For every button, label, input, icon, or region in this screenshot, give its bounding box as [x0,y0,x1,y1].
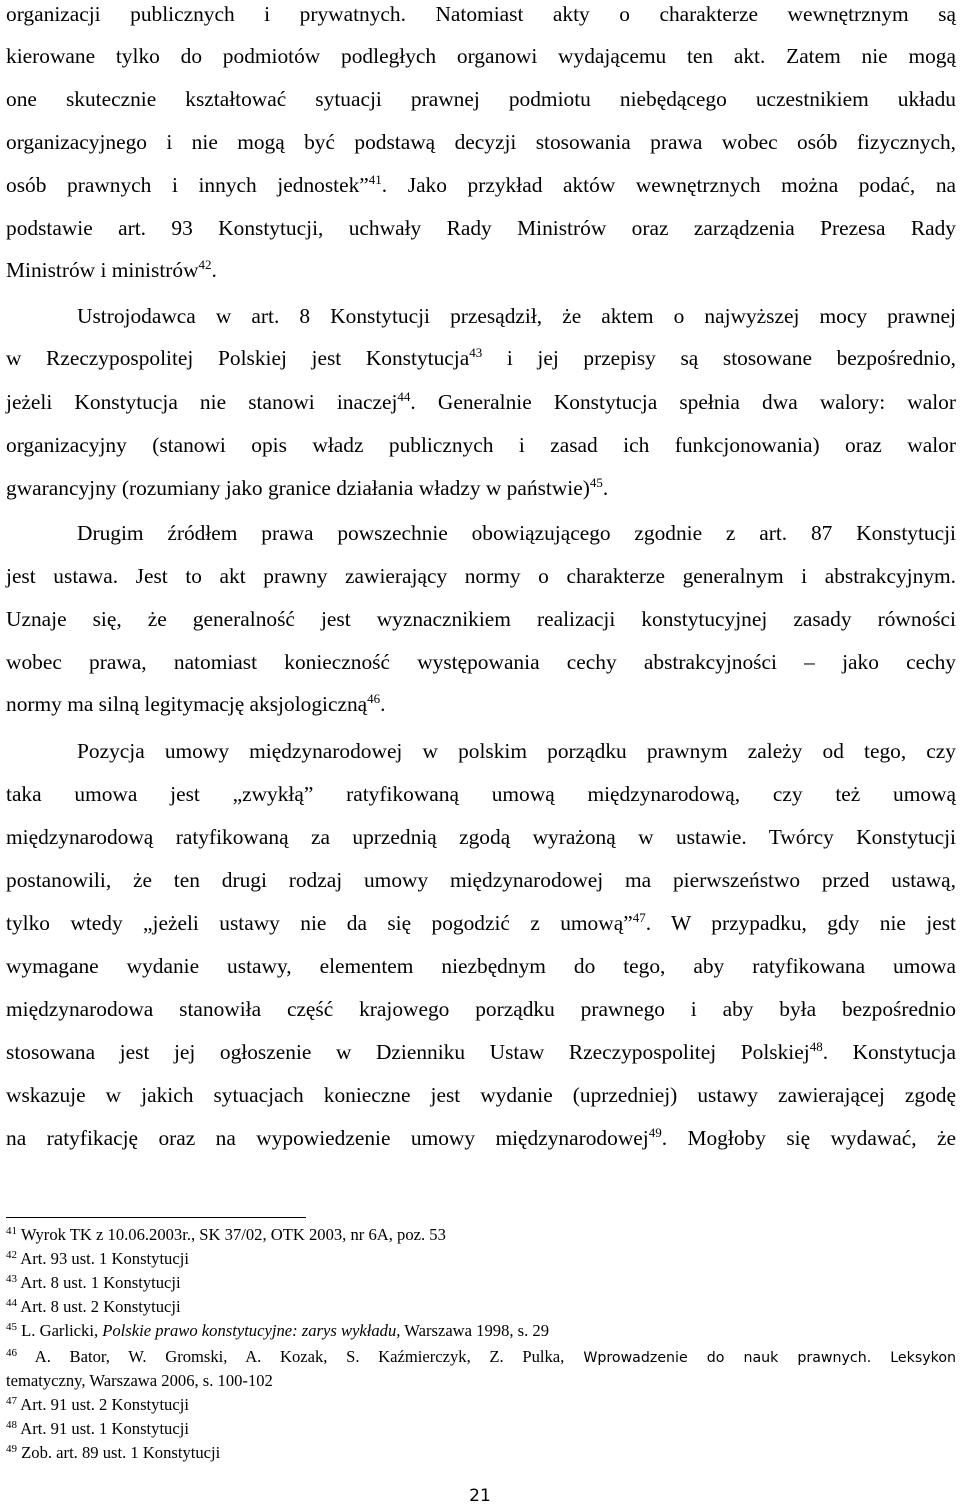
text-run: i jej przepisy są stosowane bezpośrednio, [482,346,956,370]
footnote [6,1225,956,1245]
text-run: na ratyfikację oraz na wypowiedzenie umowy międzynarodowej [6,1126,649,1150]
body-line: wymagane wydanie ustawy, elementem niezbędnym do tego, aby ratyfikowana umowa [6,954,956,978]
body-line: organizacji publicznych i prywatnych. Natomiast akty o charakterze wewnętrznym są [6,2,956,26]
body-line: jest ustawa. Jest to akt prawny zawierający normy o charakterze generalnym i abstrakcyjnym. [6,564,956,588]
footnote-title: Polskie prawo konstytucyjne: zarys wykładu, [102,1321,401,1340]
footnote-ref[interactable]: 41 [368,171,382,187]
text-run: . Konstytucja [822,1040,956,1064]
body-line [6,1038,956,1066]
body-line: organizacyjny (stanowi opis władz publicznych i zasad ich funkcjonowania) oraz walor [6,433,956,457]
paragraph-first-line: Pozycja umowy międzynarodowej w polskim porządku prawnym zależy od tego, czy [77,739,956,763]
text-run: jeżeli Konstytucja nie stanowi inaczej [6,390,398,414]
footnote [6,1321,956,1341]
footnote-ref[interactable]: 42 [198,256,212,272]
footnote-text: Zob. art. 89 ust. 1 Konstytucji [17,1443,221,1462]
footnote-text: Art. 8 ust. 2 Konstytucji [17,1297,181,1316]
text-run: tylko wtedy „jeżeli ustawy nie da się pogodzić z umową” [6,911,633,935]
page-number: 21 [469,1486,491,1506]
text-run: . Generalnie Konstytucja spełnia dwa walory: walor [410,390,956,414]
footnote-number: 44 [6,1296,17,1309]
footnote-ref[interactable]: 47 [632,909,646,925]
footnote-number: 48 [6,1418,17,1431]
text-run: osób prawnych i innych jednostek” [6,173,369,197]
text-run: . Jako przykład aktów wewnętrznych można podać, na [381,173,957,197]
footnote-number: 45 [6,1320,17,1333]
body-line [6,474,956,502]
body-line [6,344,956,372]
footnote-text: Warszawa 1998, s. 29 [400,1321,550,1340]
body-line [6,171,956,199]
body-line [6,256,956,284]
footnote-number: 43 [6,1272,17,1285]
footnote-continuation: tematyczny, Warszawa 2006, s. 100-102 [6,1371,273,1390]
text-run: gwarancyjny (rozumiany jako granice działania władzy w państwie) [6,476,590,500]
text-run: . [380,692,386,716]
footnote-text: Wyrok TK z 10.06.2003r., SK 37/02, OTK 2003, nr 6A, poz. 53 [17,1225,446,1244]
body-line: wskazuje w jakich sytuacjach konieczne jest wydanie (uprzedniej) ustawy zawierającej zgodę [6,1083,956,1107]
footnote [6,1443,956,1463]
footnote-ref[interactable]: 49 [648,1124,662,1140]
footnote-number: 46 [6,1346,17,1359]
paragraph-first-line: Drugim źródłem prawa powszechnie obowiązującego zgodnie z art. 87 Konstytucji [77,521,956,545]
footnote-ref[interactable]: 43 [469,344,483,360]
body-line: postanowili, że ten drugi rodzaj umowy międzynarodowej ma pierwszeństwo przed ustawą, [6,868,956,892]
footnote-text: Art. 93 ust. 1 Konstytucji [17,1249,189,1268]
footnote-author: L. Garlicki, [17,1321,103,1340]
footnote [6,1273,956,1293]
text-run: . Mogłoby się wydawać, że [661,1126,956,1150]
body-line: międzynarodowa stanowiła część krajowego porządku prawnego i aby była bezpośrednio [6,997,956,1021]
footnote-number: 42 [6,1248,17,1261]
footnote-text: Art. 91 ust. 1 Konstytucji [17,1419,189,1438]
footnote [6,1347,956,1368]
body-line: podstawie art. 93 Konstytucji, uchwały Rady Ministrów oraz zarządzenia Prezesa Rady [6,216,956,240]
footnote-ref[interactable]: 48 [809,1038,823,1054]
footnote-authors: A. Bator, W. Gromski, A. Kozak, S. Kaźmierczyk, Z. Pulka, [17,1347,565,1366]
text-run: w Rzeczypospolitej Polskiej jest Konstytucja [6,346,470,370]
footnote [6,1395,956,1415]
footnote [6,1297,956,1317]
body-line: taka umowa jest „zwykłą” ratyfikowaną umową międzynarodową, czy też umową [6,782,956,806]
footnote-text: Art. 8 ust. 1 Konstytucji [17,1273,181,1292]
footnote-ref[interactable]: 45 [589,474,603,490]
body-line [6,909,956,937]
body-line: organizacyjnego i nie mogą być podstawą decyzji stosowania prawa wobec osób fizycznych, [6,130,956,154]
body-line: Uznaje się, że generalność jest wyznacznikiem realizacji konstytucyjnej zasady równości [6,607,956,631]
text-run: . [602,476,609,500]
text-run: . W przypadku, gdy nie jest [645,911,956,935]
footnote [6,1419,956,1439]
text-run: . [211,258,217,282]
footnote [6,1249,956,1269]
body-line [6,388,956,416]
body-line [6,1124,956,1152]
footnote-text: Art. 91 ust. 2 Konstytucji [17,1395,189,1414]
footnote-number: 41 [6,1224,17,1237]
text-run: normy ma silną legitymację aksjologiczną [6,692,368,716]
body-line: wobec prawa, natomiast konieczność występowania cechy abstrakcyjności – jako cechy [6,650,956,674]
footnote-number: 49 [6,1442,17,1455]
text-run: Ministrów i ministrów [6,258,199,282]
footnote-separator [6,1217,306,1218]
footnote-number: 47 [6,1394,17,1407]
footnote-ref[interactable]: 44 [397,388,411,404]
body-line [6,690,956,718]
body-line: kierowane tylko do podmiotów podległych organowi wydającemu ten akt. Zatem nie mogą [6,44,956,68]
paragraph-first-line: Ustrojodawca w art. 8 Konstytucji przesądził, że aktem o najwyższej mocy prawnej [77,304,956,328]
body-line: międzynarodową ratyfikowaną za uprzednią zgodą wyrażoną w ustawie. Twórcy Konstytucji [6,825,956,849]
body-line: one skutecznie kształtować sytuacji prawnej podmiotu niebędącego uczestnikiem układu [6,87,956,111]
footnote-ref[interactable]: 46 [367,690,381,706]
footnote-title: Wprowadzenie do nauk prawnych. Leksykon [564,1350,956,1366]
text-run: stosowana jest jej ogłoszenie w Dzienniku Ustaw Rzeczypospolitej Polskiej [6,1040,810,1064]
